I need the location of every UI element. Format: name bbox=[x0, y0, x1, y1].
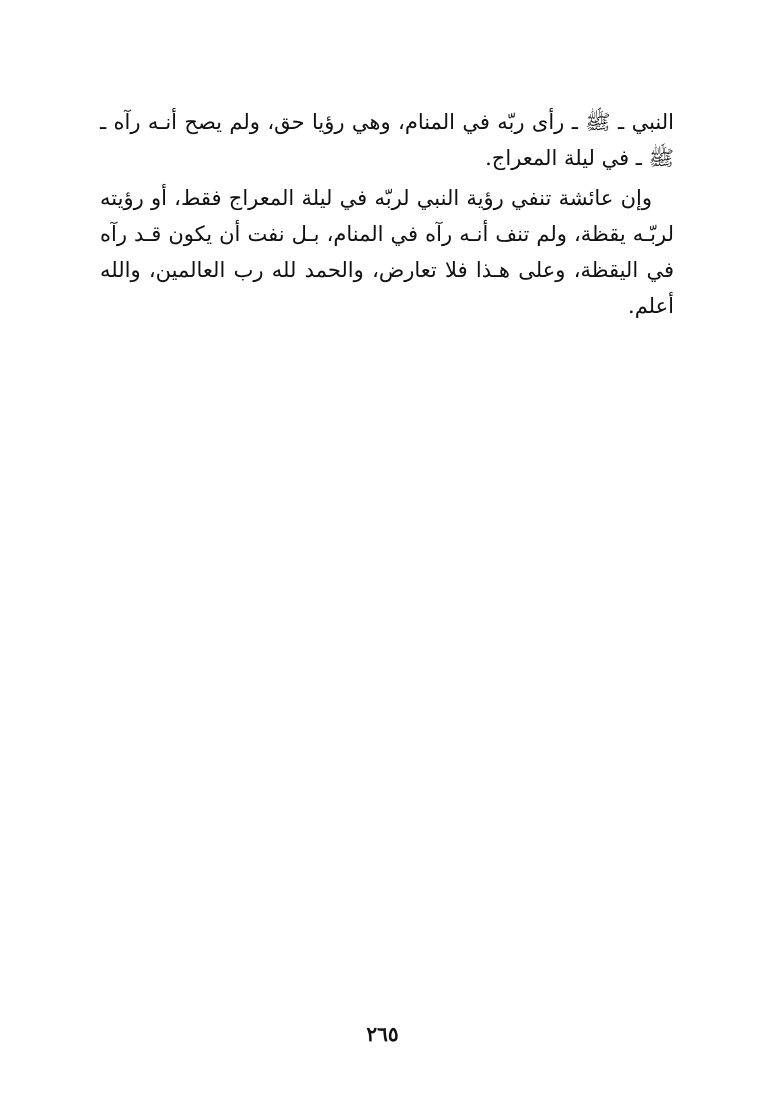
paragraph-continuation: النبي ـ ﷺ ـ رأى ربّه في المنام، وهي رؤيا حق، ولم يصح أنـه رآه ـ ﷺ ـ في ليلة المعراج. bbox=[100, 110, 674, 170]
body-text bbox=[100, 104, 674, 328]
paragraph-aisha: وإن عائشة تنفي رؤية النبي لربّه في ليلة المعراج فقط، أو رؤيته لربّـه يقظة، ولم تنف أنـه رآه في المنام، بـل نفت أن يكون قـد رآه في اليقظة، وعلى هـذا فلا تعارض، والحمد لله رب العالمين، والله أعلم. bbox=[100, 186, 674, 318]
page-number: ٢٦٥ bbox=[366, 1022, 399, 1046]
